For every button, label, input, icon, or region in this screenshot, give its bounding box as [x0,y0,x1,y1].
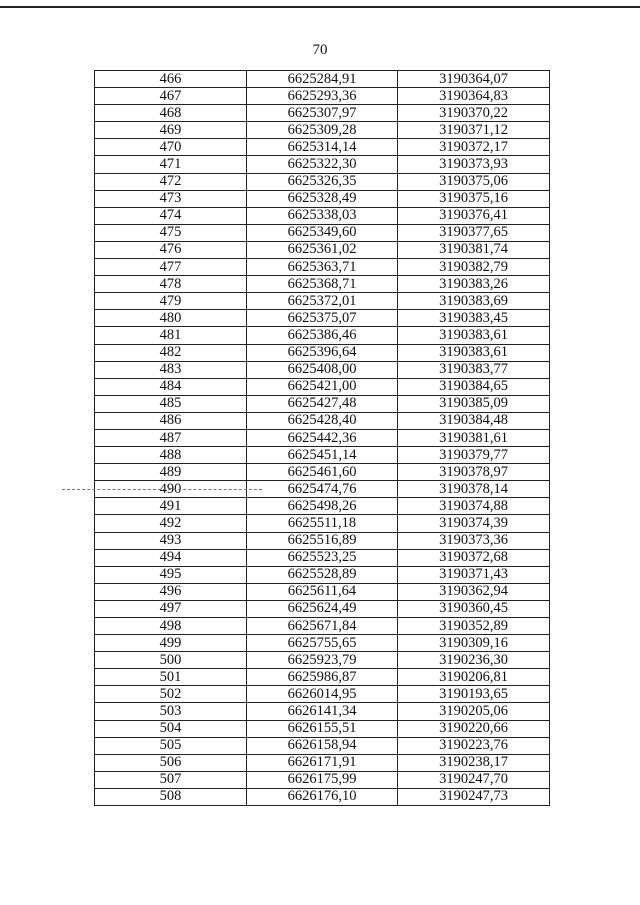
point-number-cell: 500 [95,652,247,669]
point-number-cell: 485 [95,395,247,412]
point-number-cell: 491 [95,498,247,515]
point-number-cell: 490 [95,481,247,498]
x-coordinate-cell: 6625375,07 [247,310,398,327]
table-row [95,412,550,429]
point-number-cell: 492 [95,515,247,532]
point-number-cell: 505 [95,737,247,754]
table-row [95,361,550,378]
point-number-cell: 476 [95,241,247,258]
x-coordinate-cell: 6625293,36 [247,88,398,105]
x-coordinate-cell: 6626175,99 [247,771,398,788]
y-coordinate-cell: 3190236,30 [398,652,550,669]
point-number-cell: 482 [95,344,247,361]
y-coordinate-cell: 3190360,45 [398,600,550,617]
table-row [95,754,550,771]
point-number-cell: 474 [95,207,247,224]
table-row [95,788,550,805]
table-row [95,720,550,737]
point-number-cell: 466 [95,71,247,88]
table-row [95,429,550,446]
table-row [95,241,550,258]
point-number-cell: 470 [95,139,247,156]
x-coordinate-cell: 6625923,79 [247,652,398,669]
point-number-cell: 481 [95,327,247,344]
y-coordinate-cell: 3190364,83 [398,88,550,105]
table-row [95,549,550,566]
x-coordinate-cell: 6626176,10 [247,788,398,805]
table-row [95,532,550,549]
table-row [95,378,550,395]
point-number-cell: 498 [95,618,247,635]
table-row [95,310,550,327]
point-number-cell: 488 [95,447,247,464]
point-number-cell: 478 [95,276,247,293]
y-coordinate-cell: 3190372,17 [398,139,550,156]
y-coordinate-cell: 3190382,79 [398,259,550,276]
point-number-cell: 479 [95,293,247,310]
point-number-cell: 471 [95,156,247,173]
x-coordinate-cell: 6626158,94 [247,737,398,754]
x-coordinate-cell: 6625474,76 [247,481,398,498]
table-row [95,122,550,139]
y-coordinate-cell: 3190374,39 [398,515,550,532]
scan-artifact-line [62,489,262,491]
x-coordinate-cell: 6625408,00 [247,361,398,378]
y-coordinate-cell: 3190378,14 [398,481,550,498]
table-row [95,276,550,293]
table-row [95,686,550,703]
x-coordinate-cell: 6625328,49 [247,190,398,207]
x-coordinate-cell: 6625386,46 [247,327,398,344]
x-coordinate-cell: 6625372,01 [247,293,398,310]
point-number-cell: 506 [95,754,247,771]
y-coordinate-cell: 3190381,74 [398,241,550,258]
x-coordinate-cell: 6625611,64 [247,583,398,600]
table-row [95,156,550,173]
y-coordinate-cell: 3190377,65 [398,224,550,241]
x-coordinate-cell: 6625671,84 [247,618,398,635]
point-number-cell: 487 [95,429,247,446]
y-coordinate-cell: 3190362,94 [398,583,550,600]
y-coordinate-cell: 3190385,09 [398,395,550,412]
table-row [95,498,550,515]
y-coordinate-cell: 3190352,89 [398,618,550,635]
table-row [95,395,550,412]
point-number-cell: 507 [95,771,247,788]
x-coordinate-cell: 6625338,03 [247,207,398,224]
point-number-cell: 496 [95,583,247,600]
point-number-cell: 467 [95,88,247,105]
x-coordinate-cell: 6625523,25 [247,549,398,566]
table-row [95,224,550,241]
table-row [95,771,550,788]
table-row [95,669,550,686]
table-row [95,207,550,224]
table-body [95,71,550,806]
table-row [95,105,550,122]
point-number-cell: 468 [95,105,247,122]
table-row [95,344,550,361]
y-coordinate-cell: 3190373,36 [398,532,550,549]
x-coordinate-cell: 6625451,14 [247,447,398,464]
y-coordinate-cell: 3190223,76 [398,737,550,754]
y-coordinate-cell: 3190206,81 [398,669,550,686]
x-coordinate-cell: 6625624,49 [247,600,398,617]
x-coordinate-cell: 6625284,91 [247,71,398,88]
table-row [95,259,550,276]
x-coordinate-cell: 6626014,95 [247,686,398,703]
y-coordinate-cell: 3190247,73 [398,788,550,805]
table-row [95,703,550,720]
table-row [95,293,550,310]
x-coordinate-cell: 6625498,26 [247,498,398,515]
y-coordinate-cell: 3190373,93 [398,156,550,173]
y-coordinate-cell: 3190372,68 [398,549,550,566]
point-number-cell: 489 [95,464,247,481]
point-number-cell: 475 [95,224,247,241]
point-number-cell: 501 [95,669,247,686]
y-coordinate-cell: 3190247,70 [398,771,550,788]
y-coordinate-cell: 3190364,07 [398,71,550,88]
point-number-cell: 503 [95,703,247,720]
x-coordinate-cell: 6625314,14 [247,139,398,156]
point-number-cell: 508 [95,788,247,805]
table-row [95,618,550,635]
x-coordinate-cell: 6626171,91 [247,754,398,771]
table-row [95,464,550,481]
x-coordinate-cell: 6625309,28 [247,122,398,139]
y-coordinate-cell: 3190375,16 [398,190,550,207]
y-coordinate-cell: 3190384,48 [398,412,550,429]
table-row [95,515,550,532]
y-coordinate-cell: 3190205,06 [398,703,550,720]
point-number-cell: 497 [95,600,247,617]
y-coordinate-cell: 3190381,61 [398,429,550,446]
point-number-cell: 473 [95,190,247,207]
y-coordinate-cell: 3190220,66 [398,720,550,737]
table-row [95,583,550,600]
y-coordinate-cell: 3190383,61 [398,344,550,361]
x-coordinate-cell: 6625528,89 [247,566,398,583]
y-coordinate-cell: 3190370,22 [398,105,550,122]
point-number-cell: 483 [95,361,247,378]
x-coordinate-cell: 6625421,00 [247,378,398,395]
x-coordinate-cell: 6625442,36 [247,429,398,446]
table-row [95,635,550,652]
y-coordinate-cell: 3190376,41 [398,207,550,224]
table-row [95,566,550,583]
y-coordinate-cell: 3190238,17 [398,754,550,771]
table-row [95,327,550,344]
x-coordinate-cell: 6625516,89 [247,532,398,549]
x-coordinate-cell: 6625349,60 [247,224,398,241]
y-coordinate-cell: 3190375,06 [398,173,550,190]
point-number-cell: 504 [95,720,247,737]
point-number-cell: 484 [95,378,247,395]
x-coordinate-cell: 6625363,71 [247,259,398,276]
y-coordinate-cell: 3190383,69 [398,293,550,310]
y-coordinate-cell: 3190379,77 [398,447,550,464]
y-coordinate-cell: 3190371,12 [398,122,550,139]
x-coordinate-cell: 6625986,87 [247,669,398,686]
table-row [95,447,550,464]
top-rule [0,6,640,8]
table-row [95,88,550,105]
table-row [95,190,550,207]
x-coordinate-cell: 6625361,02 [247,241,398,258]
y-coordinate-cell: 3190383,26 [398,276,550,293]
coordinates-table [94,70,550,806]
y-coordinate-cell: 3190383,77 [398,361,550,378]
x-coordinate-cell: 6625755,65 [247,635,398,652]
table-row [95,71,550,88]
x-coordinate-cell: 6625396,64 [247,344,398,361]
point-number-cell: 494 [95,549,247,566]
table-row [95,600,550,617]
x-coordinate-cell: 6625307,97 [247,105,398,122]
point-number-cell: 486 [95,412,247,429]
x-coordinate-cell: 6625326,35 [247,173,398,190]
x-coordinate-cell: 6625322,30 [247,156,398,173]
y-coordinate-cell: 3190378,97 [398,464,550,481]
y-coordinate-cell: 3190374,88 [398,498,550,515]
x-coordinate-cell: 6626141,34 [247,703,398,720]
table-row [95,737,550,754]
point-number-cell: 472 [95,173,247,190]
page-number: 70 [312,42,328,58]
x-coordinate-cell: 6626155,51 [247,720,398,737]
table-row [95,139,550,156]
x-coordinate-cell: 6625511,18 [247,515,398,532]
y-coordinate-cell: 3190384,65 [398,378,550,395]
table-row [95,652,550,669]
x-coordinate-cell: 6625368,71 [247,276,398,293]
x-coordinate-cell: 6625427,48 [247,395,398,412]
y-coordinate-cell: 3190309,16 [398,635,550,652]
point-number-cell: 495 [95,566,247,583]
point-number-cell: 480 [95,310,247,327]
y-coordinate-cell: 3190383,61 [398,327,550,344]
y-coordinate-cell: 3190383,45 [398,310,550,327]
table-row [95,173,550,190]
x-coordinate-cell: 6625461,60 [247,464,398,481]
point-number-cell: 469 [95,122,247,139]
y-coordinate-cell: 3190371,43 [398,566,550,583]
point-number-cell: 477 [95,259,247,276]
point-number-cell: 493 [95,532,247,549]
y-coordinate-cell: 3190193,65 [398,686,550,703]
point-number-cell: 499 [95,635,247,652]
point-number-cell: 502 [95,686,247,703]
x-coordinate-cell: 6625428,40 [247,412,398,429]
